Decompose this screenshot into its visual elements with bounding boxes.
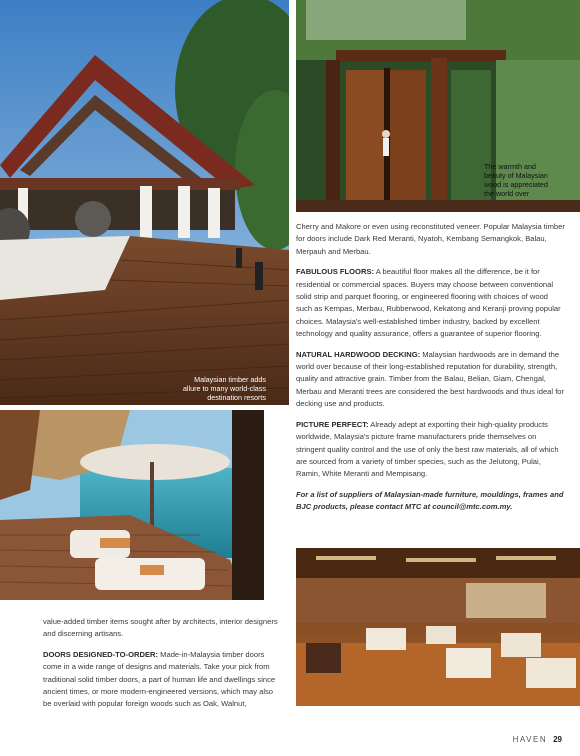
decking-text: Malaysian hardwoods are in demand the world over because of their long-established reputation for durability, strength, quality and attractive grain. Timber from the Balau, Belian, Giam, Chengal, Merbau and Meranti trees are considered the best hardwoods and thus ideal for decking use and products. [296,349,565,409]
contact-note: For a list of suppliers of Malaysian-made furniture, mouldings, frames and BJC products, please contact MTC at council@mtc.com.my. [296,489,564,512]
wooden-doors-caption: The warmth and beauty of Malaysian wood is appreciated the world over [484,162,548,198]
picture-text: Already adept at exporting their high-quality products worldwide, Malaysia's picture frame manufacturers pride themselves on stringent quality control and the use of only the best raw materials, all of which are sourced from a variety of timber species, such as the Jelutong, Pulai, Ramin, White Meranti and Mempisang. [296,419,559,479]
left-text-column [43,616,279,719]
decking-heading: NATURAL HARDWOOD DECKING: [296,349,421,359]
page-footer [513,735,562,744]
doors-text: Made-in-Malaysia timber doors come in a wide range of designs and materials. Take your pick from traditional solid timber doors, a part of human life and dwellings since ancient times, or more modern-engineered versions, which may also be overlaid with popular foreign woods such as Oak, Walnut, [43,649,276,709]
resort-deck-caption: Malaysian timber adds allure to many world-class destination resorts [182,375,266,402]
decking-paragraph [296,349,566,411]
picture-paragraph [296,419,566,481]
magazine-name: HAVEN [512,735,548,744]
right-paragraph-1: Cherry and Makore or even using reconstituted veneer. Popular Malaysia timber for doors include Dark Red Meranti, Nyatoh, Kembang Semangkok, Balau, Merpauh and Merbau. [296,222,565,256]
left-paragraph-1: value-added timber items sought after by architects, interior designers and discerning artisans. [43,617,278,639]
floors-heading: FABULOUS FLOORS: [296,267,375,277]
floors-paragraph [296,266,566,340]
page-number: 29 [553,735,562,744]
doors-heading: DOORS DESIGNED-TO-ORDER: [43,649,159,659]
lounge-interior-photo [296,548,580,706]
water-villa-photo [0,410,264,600]
floors-text: A beautiful floor makes all the difference, be it for residential or commercial spaces. Buyers may choose between conventional solid strip and parquet flooring, or engineered flooring with choices of wood such as Kempas, Merbau, Rubberwood, Kekatong and Keranji proving popular choices. Malaysia's well-established timber industry, backed by excellent technology and quality assurance, offers a guarantee of superior flooring. [296,267,561,339]
right-text-column [296,221,566,522]
resort-deck-photo [0,0,289,405]
doors-paragraph [43,649,279,711]
picture-heading: PICTURE PERFECT: [296,419,369,429]
